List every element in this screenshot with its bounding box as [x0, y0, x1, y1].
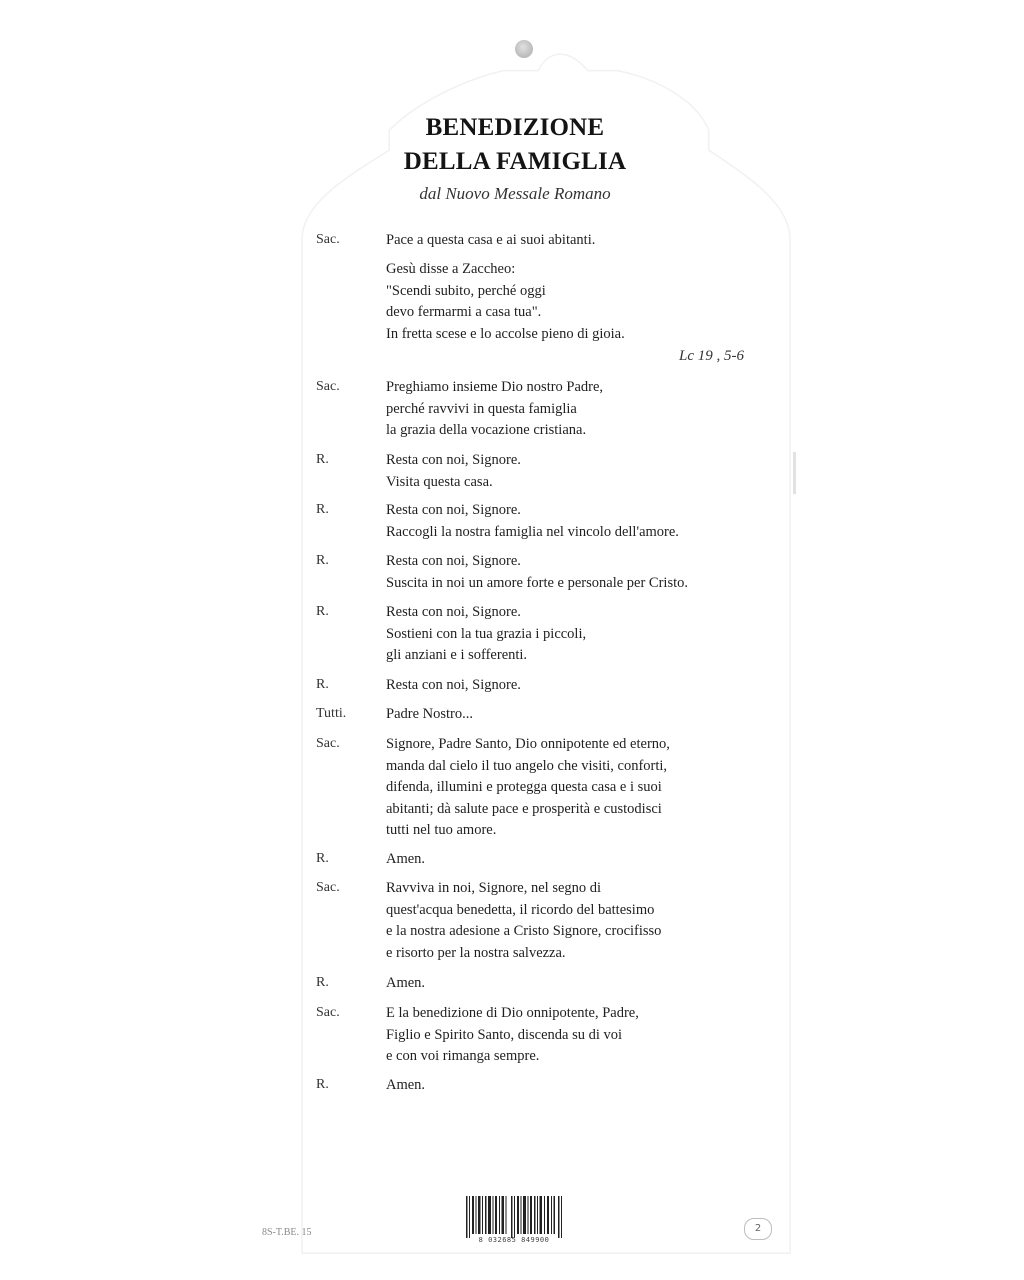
speaker-label: Sac. — [316, 880, 340, 895]
entry-text: Amen. — [386, 975, 426, 991]
entry-text: Ravviva in noi, Signore, nel segno di quest'acqua benedetta, il ricordo del battesimo e la nostra adesione a Cristo Signore, crocifisso e risorto per la nostra salvezza. — [386, 880, 662, 961]
scripture-reference: Lc 19 , 5-6 — [679, 348, 744, 364]
speaker-label: R. — [316, 975, 329, 990]
entry-text: Gesù disse a Zaccheo: "Scendi subito, perché oggi devo fermarmi a casa tua". In fretta scese e lo accolse pieno di gioia. — [386, 261, 625, 342]
subtitle: dal Nuovo Messale Romano — [419, 184, 611, 203]
title-line-2: DELLA FAMIGLIA — [403, 148, 627, 175]
speaker-label: R. — [316, 677, 329, 692]
entry-text: Pace a questa casa e ai suoi abitanti. — [386, 232, 596, 248]
entry-text: E la benedizione di Dio onnipotente, Padre, Figlio e Spirito Santo, discenda su di voi e con voi rimanga sempre. — [386, 1005, 639, 1064]
barcode — [464, 1196, 564, 1238]
entry-text: Preghiamo insieme Dio nostro Padre, perché ravvivi in questa famiglia la grazia della vocazione cristiana. — [386, 379, 604, 438]
speaker-label: R. — [316, 1077, 329, 1092]
speaker-label: R. — [316, 604, 329, 619]
speaker-label: R. — [316, 553, 329, 568]
speaker-label: R. — [316, 452, 329, 467]
entry-text: Padre Nostro... — [386, 706, 473, 722]
speaker-label: Tutti. — [316, 706, 347, 721]
speaker-label: Sac. — [316, 736, 340, 751]
speaker-label: Sac. — [316, 1005, 340, 1020]
hang-hole — [515, 40, 533, 58]
product-code: 8S-T.BE. 15 — [262, 1227, 312, 1238]
entry-text: Amen. — [386, 851, 426, 867]
edge-mark — [793, 452, 796, 494]
speaker-label: Sac. — [316, 232, 340, 247]
entry-text: Resta con noi, Signore. Raccogli la nostra famiglia nel vincolo dell'amore. — [386, 502, 679, 540]
entry-text: Amen. — [386, 1077, 426, 1093]
speaker-label: R. — [316, 502, 329, 517]
barcode-number: 8 032685 849900 — [478, 1236, 550, 1244]
entry-text: Resta con noi, Signore. Visita questa casa. — [386, 452, 521, 490]
page-number-badge: 2 — [744, 1218, 772, 1240]
speaker-label: R. — [316, 851, 329, 866]
speaker-label: Sac. — [316, 379, 340, 394]
title-line-1: BENEDIZIONE — [425, 114, 605, 141]
entry-text: Signore, Padre Santo, Dio onnipotente ed eterno, manda dal cielo il tuo angelo che visiti, conforti, difenda, illumini e protegga questa casa e i suoi abitanti; dà salute pace e prosperità e custodisci tutti nel tuo amore. — [386, 736, 670, 838]
entry-text: Resta con noi, Signore. Sostieni con la tua grazia i piccoli, gli anziani e i sofferenti. — [386, 604, 587, 663]
entry-text: Resta con noi, Signore. Suscita in noi un amore forte e personale per Cristo. — [386, 553, 689, 591]
entry-text: Resta con noi, Signore. — [386, 677, 521, 693]
